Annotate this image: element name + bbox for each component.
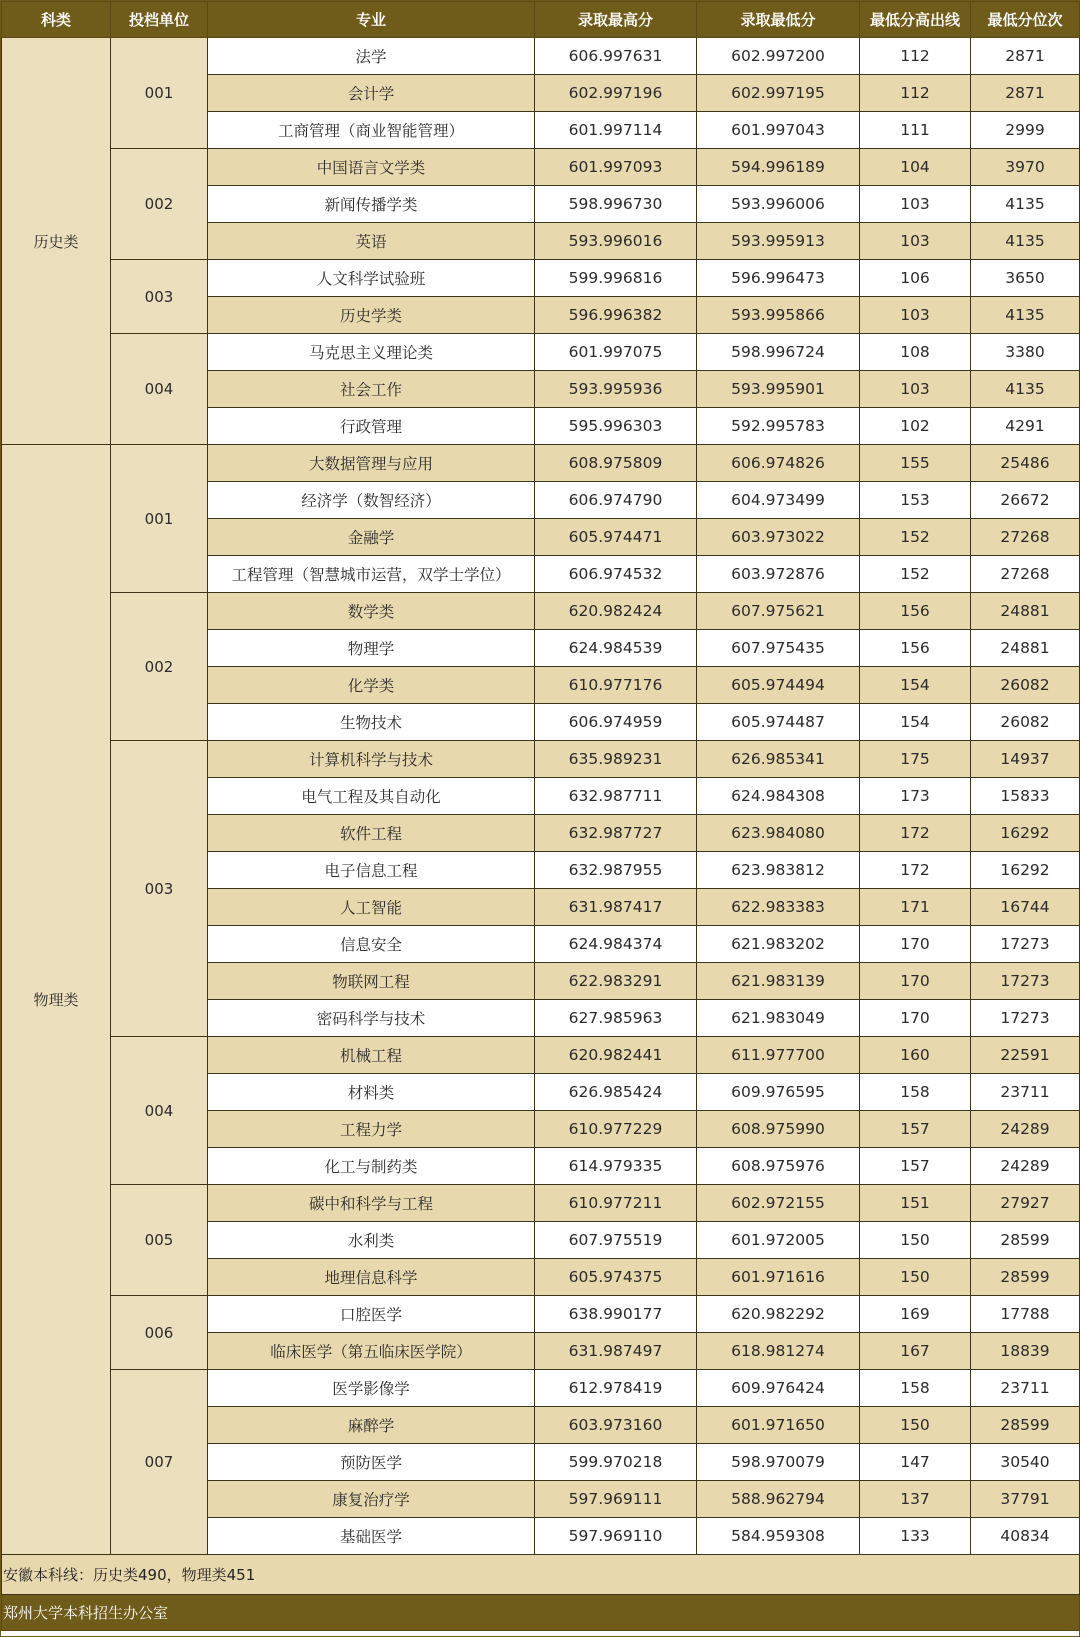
- above-line-cell: 170: [860, 963, 971, 1000]
- above-line-cell: 111: [860, 112, 971, 149]
- footer-note: 安徽本科线：历史类490，物理类451: [2, 1555, 1080, 1595]
- above-line-cell: 104: [860, 149, 971, 186]
- max-score-cell: 606.974532: [535, 556, 697, 593]
- major-cell: 工程力学: [208, 1111, 535, 1148]
- min-rank-cell: 37791: [971, 1481, 1080, 1518]
- min-score-cell: 592.995783: [697, 408, 860, 445]
- major-cell: 电气工程及其自动化: [208, 778, 535, 815]
- footer-office: 郑州大学本科招生办公室: [2, 1595, 1080, 1631]
- max-score-cell: 595.996303: [535, 408, 697, 445]
- max-score-cell: 607.975519: [535, 1222, 697, 1259]
- min-rank-cell: 26082: [971, 704, 1080, 741]
- unit-code-cell: 002: [111, 593, 208, 741]
- major-cell: 会计学: [208, 75, 535, 112]
- min-rank-cell: 16744: [971, 889, 1080, 926]
- min-score-cell: 608.975976: [697, 1148, 860, 1185]
- above-line-cell: 156: [860, 630, 971, 667]
- above-line-cell: 103: [860, 223, 971, 260]
- min-rank-cell: 3650: [971, 260, 1080, 297]
- min-score-cell: 621.983049: [697, 1000, 860, 1037]
- above-line-cell: 150: [860, 1259, 971, 1296]
- above-line-cell: 147: [860, 1444, 971, 1481]
- above-line-cell: 154: [860, 667, 971, 704]
- min-rank-cell: 27927: [971, 1185, 1080, 1222]
- min-rank-cell: 2871: [971, 75, 1080, 112]
- above-line-cell: 175: [860, 741, 971, 778]
- min-rank-cell: 15833: [971, 778, 1080, 815]
- header-category: 科类: [2, 2, 111, 38]
- header-above-line: 最低分高出线: [860, 2, 971, 38]
- min-rank-cell: 2871: [971, 38, 1080, 75]
- major-cell: 经济学（数智经济）: [208, 482, 535, 519]
- min-rank-cell: 22591: [971, 1037, 1080, 1074]
- min-rank-cell: 4135: [971, 223, 1080, 260]
- max-score-cell: 596.996382: [535, 297, 697, 334]
- min-rank-cell: 4135: [971, 371, 1080, 408]
- major-cell: 数学类: [208, 593, 535, 630]
- min-score-cell: 593.995913: [697, 223, 860, 260]
- header-min-score: 录取最低分: [697, 2, 860, 38]
- table-row: [2, 334, 1080, 371]
- max-score-cell: 606.997631: [535, 38, 697, 75]
- above-line-cell: 137: [860, 1481, 971, 1518]
- max-score-cell: 593.996016: [535, 223, 697, 260]
- max-score-cell: 606.974959: [535, 704, 697, 741]
- major-cell: 密码科学与技术: [208, 1000, 535, 1037]
- max-score-cell: 612.978419: [535, 1370, 697, 1407]
- major-cell: 物联网工程: [208, 963, 535, 1000]
- min-score-cell: 593.996006: [697, 186, 860, 223]
- major-cell: 口腔医学: [208, 1296, 535, 1333]
- min-score-cell: 609.976424: [697, 1370, 860, 1407]
- min-rank-cell: 26082: [971, 667, 1080, 704]
- major-cell: 软件工程: [208, 815, 535, 852]
- table-row: [2, 741, 1080, 778]
- table-row: [2, 1185, 1080, 1222]
- above-line-cell: 103: [860, 297, 971, 334]
- above-line-cell: 160: [860, 1037, 971, 1074]
- min-score-cell: 603.972876: [697, 556, 860, 593]
- table-body: [2, 38, 1080, 1555]
- table-row: [2, 1370, 1080, 1407]
- header-min-rank: 最低分位次: [971, 2, 1080, 38]
- max-score-cell: 627.985963: [535, 1000, 697, 1037]
- min-score-cell: 623.984080: [697, 815, 860, 852]
- min-score-cell: 621.983202: [697, 926, 860, 963]
- above-line-cell: 150: [860, 1222, 971, 1259]
- unit-code-cell: 007: [111, 1370, 208, 1555]
- above-line-cell: 157: [860, 1111, 971, 1148]
- major-cell: 材料类: [208, 1074, 535, 1111]
- unit-code-cell: 005: [111, 1185, 208, 1296]
- min-rank-cell: 24289: [971, 1148, 1080, 1185]
- min-rank-cell: 24881: [971, 593, 1080, 630]
- above-line-cell: 133: [860, 1518, 971, 1555]
- above-line-cell: 108: [860, 334, 971, 371]
- min-score-cell: 593.995901: [697, 371, 860, 408]
- above-line-cell: 156: [860, 593, 971, 630]
- min-score-cell: 624.984308: [697, 778, 860, 815]
- min-rank-cell: 16292: [971, 815, 1080, 852]
- max-score-cell: 620.982441: [535, 1037, 697, 1074]
- min-score-cell: 603.973022: [697, 519, 860, 556]
- major-cell: 康复治疗学: [208, 1481, 535, 1518]
- min-score-cell: 611.977700: [697, 1037, 860, 1074]
- min-rank-cell: 3380: [971, 334, 1080, 371]
- min-rank-cell: 17273: [971, 963, 1080, 1000]
- min-score-cell: 622.983383: [697, 889, 860, 926]
- max-score-cell: 626.985424: [535, 1074, 697, 1111]
- min-rank-cell: 27268: [971, 556, 1080, 593]
- min-rank-cell: 24289: [971, 1111, 1080, 1148]
- major-cell: 马克思主义理论类: [208, 334, 535, 371]
- above-line-cell: 106: [860, 260, 971, 297]
- table-row: [2, 445, 1080, 482]
- max-score-cell: 624.984539: [535, 630, 697, 667]
- above-line-cell: 157: [860, 1148, 971, 1185]
- major-cell: 法学: [208, 38, 535, 75]
- major-cell: 医学影像学: [208, 1370, 535, 1407]
- min-rank-cell: 4135: [971, 186, 1080, 223]
- max-score-cell: 599.970218: [535, 1444, 697, 1481]
- major-cell: 预防医学: [208, 1444, 535, 1481]
- unit-code-cell: 001: [111, 445, 208, 593]
- min-score-cell: 618.981274: [697, 1333, 860, 1370]
- major-cell: 化学类: [208, 667, 535, 704]
- min-rank-cell: 18839: [971, 1333, 1080, 1370]
- min-score-cell: 601.971650: [697, 1407, 860, 1444]
- above-line-cell: 103: [860, 371, 971, 408]
- major-cell: 地理信息科学: [208, 1259, 535, 1296]
- above-line-cell: 151: [860, 1185, 971, 1222]
- above-line-cell: 172: [860, 815, 971, 852]
- max-score-cell: 614.979335: [535, 1148, 697, 1185]
- above-line-cell: 102: [860, 408, 971, 445]
- max-score-cell: 605.974471: [535, 519, 697, 556]
- min-rank-cell: 4135: [971, 297, 1080, 334]
- major-cell: 金融学: [208, 519, 535, 556]
- major-cell: 人工智能: [208, 889, 535, 926]
- min-score-cell: 607.975435: [697, 630, 860, 667]
- table-row: [2, 1296, 1080, 1333]
- max-score-cell: 605.974375: [535, 1259, 697, 1296]
- above-line-cell: 170: [860, 1000, 971, 1037]
- table-row: [2, 38, 1080, 75]
- max-score-cell: 601.997093: [535, 149, 697, 186]
- max-score-cell: 638.990177: [535, 1296, 697, 1333]
- max-score-cell: 598.996730: [535, 186, 697, 223]
- above-line-cell: 103: [860, 186, 971, 223]
- above-line-cell: 152: [860, 556, 971, 593]
- major-cell: 历史学类: [208, 297, 535, 334]
- major-cell: 大数据管理与应用: [208, 445, 535, 482]
- min-score-cell: 602.997200: [697, 38, 860, 75]
- min-rank-cell: 24881: [971, 630, 1080, 667]
- min-rank-cell: 17273: [971, 1000, 1080, 1037]
- max-score-cell: 610.977229: [535, 1111, 697, 1148]
- min-score-cell: 602.972155: [697, 1185, 860, 1222]
- major-cell: 物理学: [208, 630, 535, 667]
- major-cell: 麻醉学: [208, 1407, 535, 1444]
- min-score-cell: 601.972005: [697, 1222, 860, 1259]
- max-score-cell: 624.984374: [535, 926, 697, 963]
- above-line-cell: 153: [860, 482, 971, 519]
- header-major: 专业: [208, 2, 535, 38]
- min-score-cell: 601.997043: [697, 112, 860, 149]
- max-score-cell: 599.996816: [535, 260, 697, 297]
- min-rank-cell: 26672: [971, 482, 1080, 519]
- min-rank-cell: 3970: [971, 149, 1080, 186]
- max-score-cell: 632.987711: [535, 778, 697, 815]
- major-cell: 工程管理（智慧城市运营，双学士学位）: [208, 556, 535, 593]
- min-rank-cell: 28599: [971, 1259, 1080, 1296]
- unit-code-cell: 003: [111, 741, 208, 1037]
- max-score-cell: 610.977176: [535, 667, 697, 704]
- max-score-cell: 631.987497: [535, 1333, 697, 1370]
- category-cell: 历史类: [2, 38, 111, 445]
- table-row: [2, 149, 1080, 186]
- major-cell: 英语: [208, 223, 535, 260]
- major-cell: 基础医学: [208, 1518, 535, 1555]
- min-score-cell: 606.974826: [697, 445, 860, 482]
- max-score-cell: 603.973160: [535, 1407, 697, 1444]
- min-rank-cell: 40834: [971, 1518, 1080, 1555]
- min-rank-cell: 27268: [971, 519, 1080, 556]
- max-score-cell: 597.969110: [535, 1518, 697, 1555]
- header-row: [2, 2, 1080, 38]
- min-rank-cell: 23711: [971, 1074, 1080, 1111]
- min-score-cell: 607.975621: [697, 593, 860, 630]
- above-line-cell: 150: [860, 1407, 971, 1444]
- max-score-cell: 622.983291: [535, 963, 697, 1000]
- max-score-cell: 597.969111: [535, 1481, 697, 1518]
- min-rank-cell: 30540: [971, 1444, 1080, 1481]
- major-cell: 社会工作: [208, 371, 535, 408]
- unit-code-cell: 002: [111, 149, 208, 260]
- major-cell: 临床医学（第五临床医学院）: [208, 1333, 535, 1370]
- max-score-cell: 620.982424: [535, 593, 697, 630]
- min-rank-cell: 28599: [971, 1222, 1080, 1259]
- min-rank-cell: 17273: [971, 926, 1080, 963]
- min-rank-cell: 2999: [971, 112, 1080, 149]
- max-score-cell: 606.974790: [535, 482, 697, 519]
- max-score-cell: 635.989231: [535, 741, 697, 778]
- header-unit: 投档单位: [111, 2, 208, 38]
- major-cell: 机械工程: [208, 1037, 535, 1074]
- above-line-cell: 112: [860, 75, 971, 112]
- max-score-cell: 631.987417: [535, 889, 697, 926]
- min-score-cell: 623.983812: [697, 852, 860, 889]
- major-cell: 碳中和科学与工程: [208, 1185, 535, 1222]
- header-max-score: 录取最高分: [535, 2, 697, 38]
- unit-code-cell: 004: [111, 1037, 208, 1185]
- above-line-cell: 158: [860, 1370, 971, 1407]
- min-score-cell: 626.985341: [697, 741, 860, 778]
- min-score-cell: 584.959308: [697, 1518, 860, 1555]
- above-line-cell: 172: [860, 852, 971, 889]
- unit-code-cell: 001: [111, 38, 208, 149]
- above-line-cell: 167: [860, 1333, 971, 1370]
- category-cell: 物理类: [2, 445, 111, 1555]
- min-score-cell: 605.974494: [697, 667, 860, 704]
- major-cell: 信息安全: [208, 926, 535, 963]
- min-score-cell: 605.974487: [697, 704, 860, 741]
- table-row: [2, 260, 1080, 297]
- major-cell: 行政管理: [208, 408, 535, 445]
- above-line-cell: 158: [860, 1074, 971, 1111]
- table-row: [2, 593, 1080, 630]
- max-score-cell: 601.997114: [535, 112, 697, 149]
- min-score-cell: 620.982292: [697, 1296, 860, 1333]
- min-rank-cell: 16292: [971, 852, 1080, 889]
- footer-note-row: [2, 1555, 1080, 1595]
- min-score-cell: 598.970079: [697, 1444, 860, 1481]
- min-score-cell: 604.973499: [697, 482, 860, 519]
- max-score-cell: 632.987955: [535, 852, 697, 889]
- min-rank-cell: 28599: [971, 1407, 1080, 1444]
- above-line-cell: 154: [860, 704, 971, 741]
- major-cell: 工商管理（商业智能管理）: [208, 112, 535, 149]
- min-score-cell: 621.983139: [697, 963, 860, 1000]
- min-score-cell: 609.976595: [697, 1074, 860, 1111]
- major-cell: 新闻传播学类: [208, 186, 535, 223]
- major-cell: 计算机科学与技术: [208, 741, 535, 778]
- min-score-cell: 601.971616: [697, 1259, 860, 1296]
- min-rank-cell: 25486: [971, 445, 1080, 482]
- max-score-cell: 593.995936: [535, 371, 697, 408]
- above-line-cell: 152: [860, 519, 971, 556]
- above-line-cell: 171: [860, 889, 971, 926]
- min-score-cell: 593.995866: [697, 297, 860, 334]
- max-score-cell: 602.997196: [535, 75, 697, 112]
- min-rank-cell: 14937: [971, 741, 1080, 778]
- unit-code-cell: 006: [111, 1296, 208, 1370]
- admission-table: [1, 1, 1080, 1631]
- min-score-cell: 594.996189: [697, 149, 860, 186]
- major-cell: 中国语言文学类: [208, 149, 535, 186]
- major-cell: 电子信息工程: [208, 852, 535, 889]
- unit-code-cell: 004: [111, 334, 208, 445]
- min-score-cell: 608.975990: [697, 1111, 860, 1148]
- unit-code-cell: 003: [111, 260, 208, 334]
- min-rank-cell: 17788: [971, 1296, 1080, 1333]
- min-rank-cell: 4291: [971, 408, 1080, 445]
- above-line-cell: 169: [860, 1296, 971, 1333]
- min-rank-cell: 23711: [971, 1370, 1080, 1407]
- above-line-cell: 173: [860, 778, 971, 815]
- major-cell: 水利类: [208, 1222, 535, 1259]
- table-row: [2, 1037, 1080, 1074]
- major-cell: 人文科学试验班: [208, 260, 535, 297]
- max-score-cell: 601.997075: [535, 334, 697, 371]
- max-score-cell: 610.977211: [535, 1185, 697, 1222]
- min-score-cell: 602.997195: [697, 75, 860, 112]
- above-line-cell: 155: [860, 445, 971, 482]
- major-cell: 化工与制药类: [208, 1148, 535, 1185]
- major-cell: 生物技术: [208, 704, 535, 741]
- min-score-cell: 588.962794: [697, 1481, 860, 1518]
- above-line-cell: 112: [860, 38, 971, 75]
- min-score-cell: 596.996473: [697, 260, 860, 297]
- max-score-cell: 608.975809: [535, 445, 697, 482]
- max-score-cell: 632.987727: [535, 815, 697, 852]
- above-line-cell: 170: [860, 926, 971, 963]
- footer-office-row: [2, 1595, 1080, 1631]
- min-score-cell: 598.996724: [697, 334, 860, 371]
